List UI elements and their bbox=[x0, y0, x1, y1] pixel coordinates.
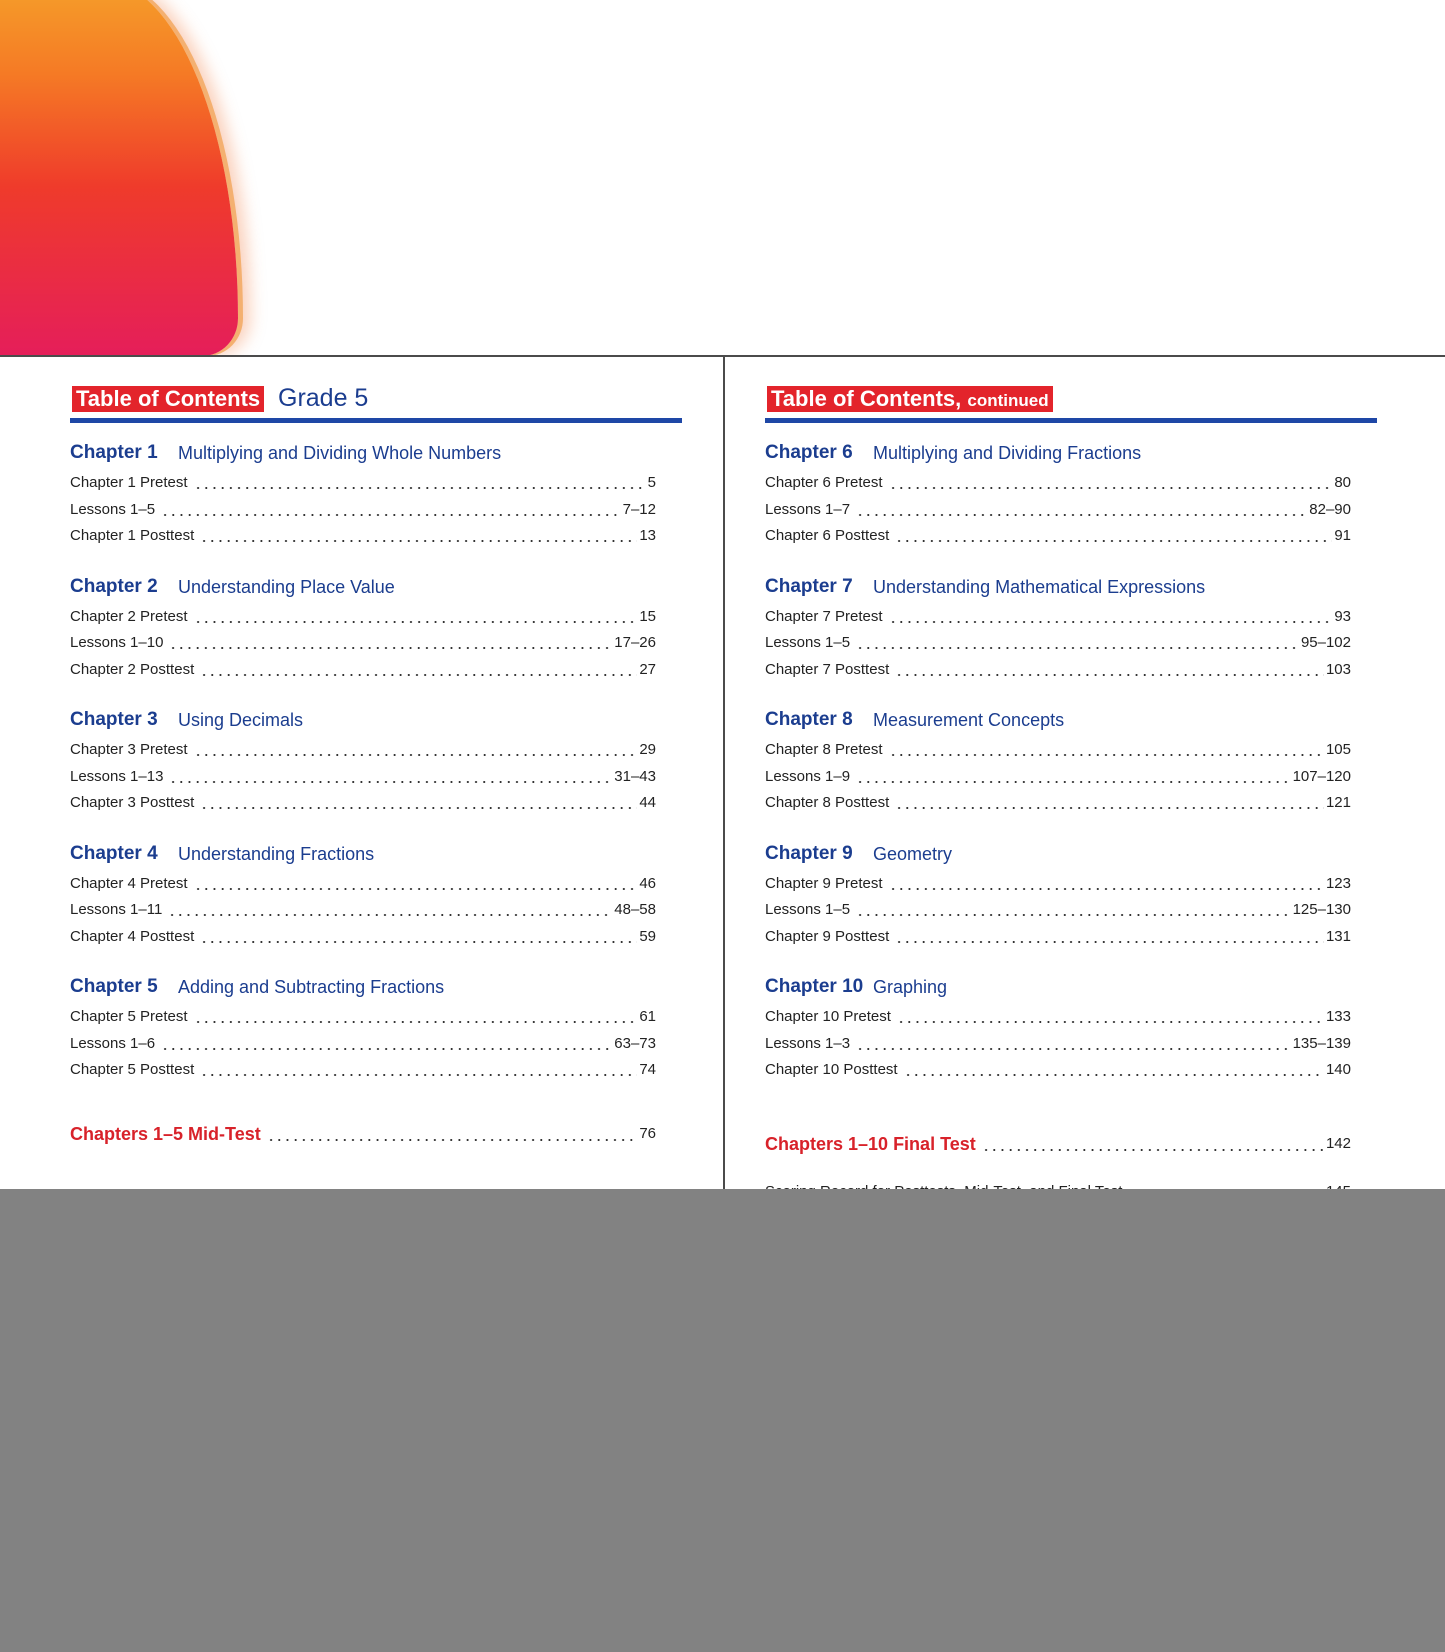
entry-page: 29 bbox=[639, 741, 656, 758]
vertical-divider bbox=[723, 356, 725, 1190]
header-rule bbox=[70, 418, 682, 423]
chapter-number: Chapter 5 bbox=[70, 976, 158, 997]
chapter-heading bbox=[70, 572, 682, 604]
header-rule bbox=[765, 418, 1377, 423]
entry-page: 140 bbox=[1325, 1061, 1351, 1078]
entry-page: 17–26 bbox=[614, 634, 656, 651]
toc-entry bbox=[70, 470, 656, 497]
chapter-name: Understanding Fractions bbox=[178, 843, 375, 864]
toc-entry bbox=[765, 497, 1351, 524]
dot-leader bbox=[169, 781, 612, 783]
dot-leader bbox=[895, 540, 1332, 542]
chapter-number: Chapter 4 bbox=[70, 842, 158, 864]
entry-label: Chapter 2 Posttest bbox=[70, 660, 195, 678]
entry-page: 82–90 bbox=[1309, 500, 1351, 518]
dot-leader bbox=[194, 487, 646, 489]
entry-page: 105 bbox=[1325, 741, 1351, 758]
dot-leader bbox=[169, 647, 612, 649]
entry-label: Chapter 7 Posttest bbox=[765, 660, 890, 678]
toc-entry bbox=[70, 630, 656, 657]
dot-leader bbox=[889, 888, 1324, 890]
entry-label: Chapter 3 Pretest bbox=[70, 741, 188, 758]
entry-page: 123 bbox=[1325, 874, 1351, 892]
dot-leader bbox=[200, 807, 637, 809]
dot-leader bbox=[267, 1139, 637, 1141]
entry-label: Lessons 1–10 bbox=[70, 634, 164, 651]
entry-page: 91 bbox=[1334, 527, 1351, 544]
entry-label: Lessons 1–11 bbox=[70, 901, 163, 918]
chapter-section bbox=[765, 705, 1377, 817]
final-test-entry bbox=[765, 1130, 1351, 1158]
gray-bottom-band bbox=[0, 1189, 1445, 1652]
chapter-number: Chapter 10 bbox=[765, 976, 864, 997]
chapter-name: Multiplying and Dividing Fractions bbox=[873, 443, 1142, 463]
toc-entry bbox=[765, 1031, 1351, 1058]
toc-entry bbox=[70, 764, 656, 791]
entry-label: Lessons 1–13 bbox=[70, 767, 164, 785]
toc-entry bbox=[70, 924, 656, 951]
chapter-heading bbox=[70, 839, 682, 871]
chapter-name: Using Decimals bbox=[178, 710, 304, 730]
entry-label: Lessons 1–9 bbox=[765, 767, 851, 785]
toc-entry bbox=[70, 1057, 656, 1084]
entry-page: 63–73 bbox=[614, 1034, 656, 1052]
toc-entry bbox=[765, 764, 1351, 791]
toc-title-badge: Table of Contents bbox=[72, 386, 264, 412]
chapter-heading bbox=[70, 972, 682, 1004]
dot-leader bbox=[895, 807, 1324, 809]
entry-page: 31–43 bbox=[614, 767, 656, 785]
dot-leader bbox=[856, 647, 1299, 649]
toc-entry bbox=[765, 657, 1351, 684]
chapter-name: Graphing bbox=[873, 977, 948, 997]
dot-leader bbox=[856, 781, 1291, 783]
chapter-name: Understanding Mathematical Expressions bbox=[873, 576, 1206, 597]
dot-leader bbox=[895, 941, 1324, 943]
entry-label: Chapter 8 Posttest bbox=[765, 794, 890, 811]
entry-page: 133 bbox=[1325, 1008, 1351, 1025]
entry-page: 59 bbox=[639, 927, 656, 945]
mid-test-page: 76 bbox=[639, 1125, 656, 1142]
entry-label: Chapter 6 Posttest bbox=[765, 527, 890, 544]
chapter-heading bbox=[70, 438, 682, 470]
entry-label: Chapter 1 Posttest bbox=[70, 527, 195, 544]
dot-leader bbox=[856, 1048, 1291, 1050]
dot-leader bbox=[897, 1021, 1324, 1023]
entry-label: Chapter 10 Posttest bbox=[765, 1061, 898, 1078]
entry-label: Lessons 1–7 bbox=[765, 500, 851, 518]
toc-entry bbox=[70, 790, 656, 817]
entry-label: Chapter 9 Posttest bbox=[765, 927, 890, 945]
dot-leader bbox=[200, 540, 637, 542]
entry-page: 13 bbox=[639, 527, 656, 544]
entry-label: Chapter 7 Pretest bbox=[765, 607, 883, 625]
dot-leader bbox=[194, 888, 637, 890]
orange-gradient-shape bbox=[0, 0, 238, 356]
chapter-number: Chapter 7 bbox=[765, 575, 853, 597]
toc-entry bbox=[70, 897, 656, 924]
grade-label: Grade 5 bbox=[278, 384, 369, 412]
entry-label: Chapter 10 Pretest bbox=[765, 1008, 891, 1025]
badge-text: Table of Contents, bbox=[771, 386, 962, 411]
entry-page: 131 bbox=[1325, 927, 1351, 945]
entry-label: Chapter 4 Posttest bbox=[70, 927, 195, 945]
toc-entry bbox=[70, 737, 656, 764]
entry-label: Chapter 5 Pretest bbox=[70, 1008, 188, 1025]
toc-entry bbox=[765, 897, 1351, 924]
entry-label: Lessons 1–3 bbox=[765, 1034, 851, 1052]
dot-leader bbox=[904, 1074, 1324, 1076]
toc-entry bbox=[70, 604, 656, 631]
chapter-number: Chapter 6 bbox=[765, 442, 853, 463]
dot-leader bbox=[161, 1048, 612, 1050]
toc-entry bbox=[70, 1004, 656, 1031]
entry-label: Chapter 1 Pretest bbox=[70, 474, 188, 491]
chapter-number: Chapter 3 bbox=[70, 709, 158, 730]
entry-label: Lessons 1–5 bbox=[765, 634, 851, 651]
chapter-section bbox=[765, 438, 1377, 550]
toc-header-continued bbox=[765, 356, 1377, 416]
chapter-heading bbox=[765, 572, 1377, 604]
toc-entry bbox=[70, 871, 656, 898]
entry-label: Lessons 1–5 bbox=[70, 500, 156, 518]
entry-page: 27 bbox=[639, 660, 656, 678]
toc-entry bbox=[70, 497, 656, 524]
toc-entry bbox=[70, 1031, 656, 1058]
entry-label: Lessons 1–5 bbox=[765, 901, 851, 918]
toc-entry bbox=[70, 657, 656, 684]
mid-test-label: Chapters 1–5 Mid-Test bbox=[70, 1124, 261, 1144]
entry-page: 44 bbox=[639, 794, 656, 811]
entry-label: Chapter 2 Pretest bbox=[70, 607, 188, 625]
chapter-name: Adding and Subtracting Fractions bbox=[178, 977, 445, 997]
entry-page: 46 bbox=[639, 874, 656, 892]
chapter-section bbox=[70, 572, 682, 684]
chapter-number: Chapter 1 bbox=[70, 442, 158, 463]
dot-leader bbox=[200, 1074, 637, 1076]
toc-entry bbox=[765, 924, 1351, 951]
final-test-page: 142 bbox=[1325, 1135, 1351, 1152]
entry-page: 15 bbox=[639, 607, 656, 625]
toc-entry bbox=[765, 604, 1351, 631]
mid-test-entry bbox=[70, 1120, 656, 1148]
toc-entry bbox=[765, 470, 1351, 497]
entry-page: 7–12 bbox=[622, 500, 656, 518]
entry-page: 5 bbox=[647, 474, 656, 491]
toc-entry bbox=[765, 1057, 1351, 1084]
entry-page: 135–139 bbox=[1292, 1034, 1351, 1052]
toc-header bbox=[70, 356, 682, 416]
dot-leader bbox=[889, 487, 1332, 489]
toc-title-badge-continued bbox=[767, 386, 1053, 412]
toc-entry bbox=[765, 1004, 1351, 1031]
badge-continued-text: continued bbox=[967, 391, 1049, 410]
final-test-label: Chapters 1–10 Final Test bbox=[765, 1134, 976, 1154]
toc-left-column bbox=[70, 356, 682, 1144]
dot-leader bbox=[161, 514, 621, 516]
entry-page: 61 bbox=[639, 1008, 656, 1025]
chapter-section bbox=[70, 438, 682, 550]
chapter-name: Multiplying and Dividing Whole Numbers bbox=[178, 443, 502, 463]
entry-label: Chapter 3 Posttest bbox=[70, 794, 195, 811]
dot-leader bbox=[194, 621, 637, 623]
dot-leader bbox=[856, 514, 1307, 516]
toc-entry bbox=[765, 737, 1351, 764]
dot-leader bbox=[200, 674, 637, 676]
chapter-heading bbox=[765, 839, 1377, 871]
toc-entry bbox=[765, 523, 1351, 550]
entry-label: Lessons 1–6 bbox=[70, 1034, 156, 1052]
entry-page: 80 bbox=[1334, 474, 1351, 491]
chapter-section bbox=[70, 972, 682, 1084]
dot-leader bbox=[889, 621, 1332, 623]
dot-leader bbox=[982, 1149, 1324, 1151]
chapter-heading bbox=[765, 438, 1377, 470]
entry-label: Chapter 9 Pretest bbox=[765, 874, 883, 892]
dot-leader bbox=[895, 674, 1324, 676]
chapter-section bbox=[70, 705, 682, 817]
dot-leader bbox=[168, 914, 612, 916]
chapter-heading bbox=[765, 705, 1377, 737]
entry-page: 48–58 bbox=[614, 901, 656, 918]
toc-entry bbox=[765, 790, 1351, 817]
entry-page: 74 bbox=[639, 1061, 656, 1078]
entry-page: 93 bbox=[1334, 607, 1351, 625]
entry-page: 125–130 bbox=[1292, 901, 1351, 918]
dot-leader bbox=[200, 941, 637, 943]
chapter-section bbox=[765, 572, 1377, 684]
toc-entry bbox=[765, 630, 1351, 657]
chapter-number: Chapter 2 bbox=[70, 575, 158, 597]
chapter-name: Measurement Concepts bbox=[873, 710, 1065, 730]
toc-entry bbox=[70, 523, 656, 550]
entry-page: 95–102 bbox=[1300, 634, 1351, 651]
dot-leader bbox=[194, 1021, 637, 1023]
dot-leader bbox=[856, 914, 1291, 916]
chapter-section bbox=[765, 839, 1377, 951]
entry-label: Chapter 4 Pretest bbox=[70, 874, 188, 892]
entry-label: Chapter 5 Posttest bbox=[70, 1061, 195, 1078]
chapter-heading bbox=[70, 705, 682, 737]
toc-right-column bbox=[765, 356, 1377, 1154]
dot-leader bbox=[194, 754, 637, 756]
chapter-section bbox=[70, 839, 682, 951]
decorative-header-art bbox=[0, 0, 1445, 356]
entry-page: 103 bbox=[1325, 660, 1351, 678]
chapter-section bbox=[765, 972, 1377, 1084]
chapter-name: Geometry bbox=[873, 843, 953, 864]
chapter-number: Chapter 8 bbox=[765, 709, 853, 730]
dot-leader bbox=[889, 754, 1324, 756]
chapter-number: Chapter 9 bbox=[765, 842, 853, 864]
chapter-heading bbox=[765, 972, 1377, 1004]
entry-page: 107–120 bbox=[1292, 767, 1351, 785]
entry-label: Chapter 8 Pretest bbox=[765, 741, 883, 758]
entry-page: 121 bbox=[1325, 794, 1351, 811]
entry-label: Chapter 6 Pretest bbox=[765, 474, 883, 491]
chapter-name: Understanding Place Value bbox=[178, 576, 395, 597]
toc-entry bbox=[765, 871, 1351, 898]
